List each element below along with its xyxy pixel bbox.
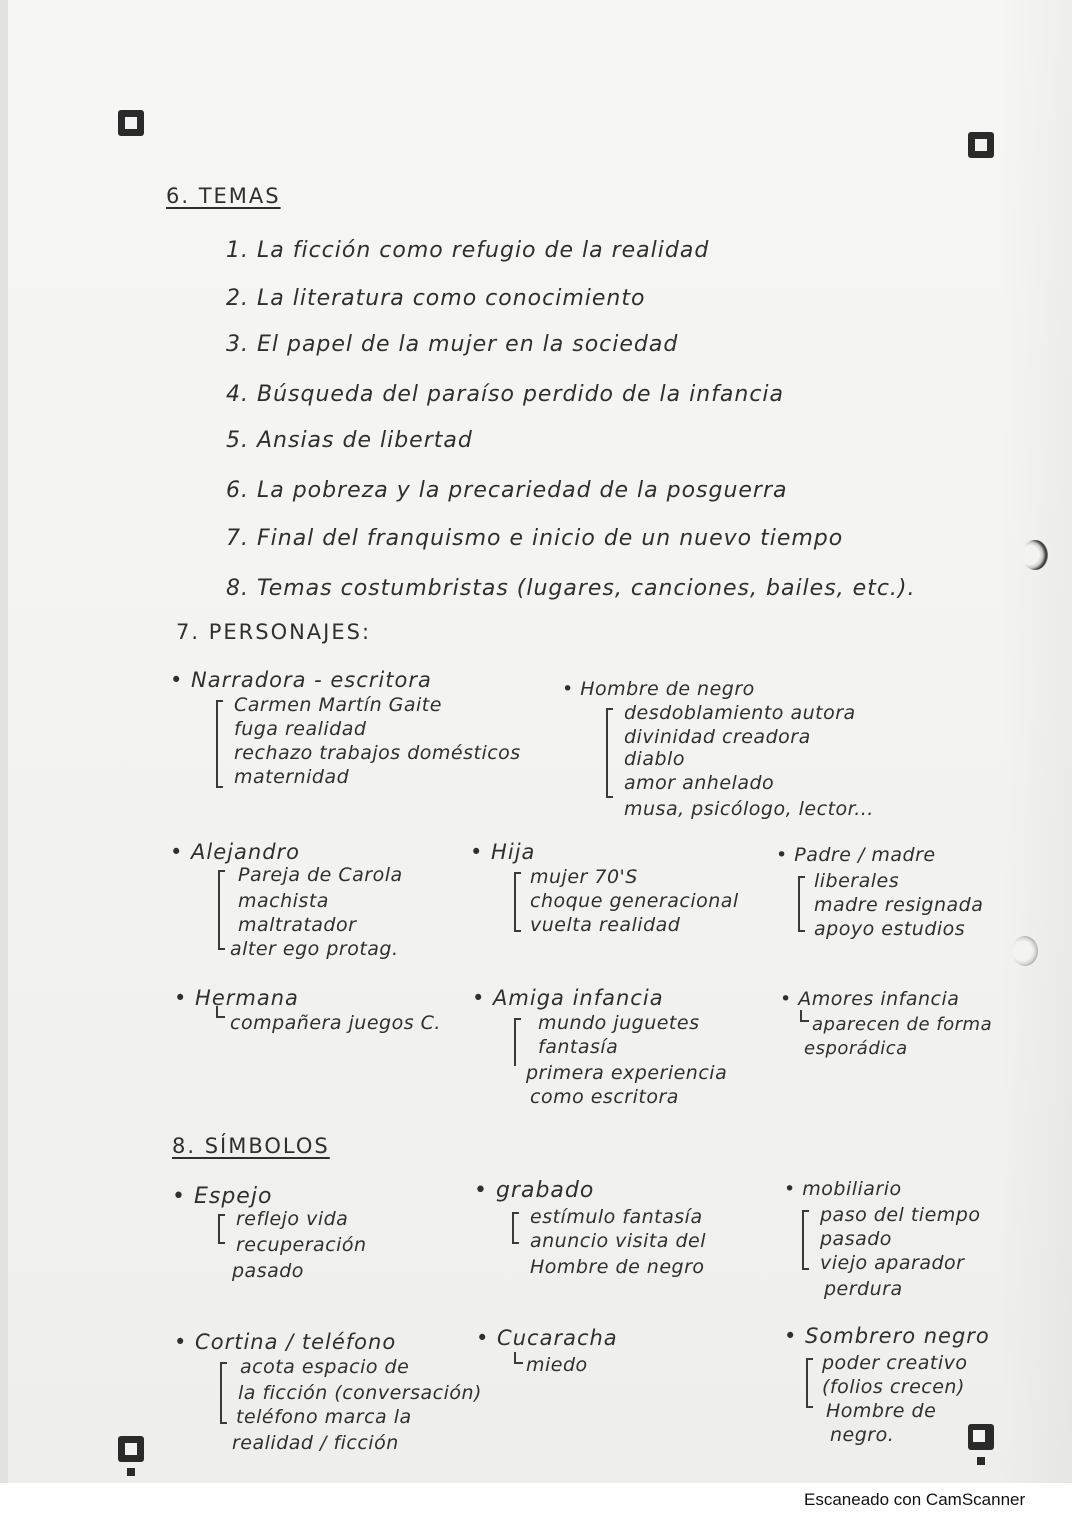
amores-line: aparecen de forma xyxy=(812,1014,993,1035)
amores-title: • Amores infancia xyxy=(780,988,960,1010)
simbolos-heading: 8. SÍMBOLOS xyxy=(172,1134,330,1158)
cortina-line: realidad / ficción xyxy=(232,1432,399,1454)
tema-item: 3. El papel de la mujer en la sociedad xyxy=(226,332,679,357)
grabado-line: estímulo fantasía xyxy=(530,1206,703,1228)
narradora-line: Carmen Martín Gaite xyxy=(234,694,442,716)
tema-item: 5. Ansias de libertad xyxy=(226,428,473,453)
amiga-line: fantasía xyxy=(538,1036,619,1058)
espejo-line: reflejo vida xyxy=(236,1208,349,1230)
alejandro-line: Pareja de Carola xyxy=(238,864,403,886)
hombre-line: divinidad creadora xyxy=(624,726,811,748)
hombre-line: desdoblamiento autora xyxy=(624,702,856,724)
padre-line: liberales xyxy=(814,870,900,892)
alejandro-title: • Alejandro xyxy=(170,840,301,864)
mobiliario-line: viejo aparador xyxy=(820,1252,965,1274)
sombrero-line: Hombre de xyxy=(826,1400,937,1422)
hombre-line: musa, psicólogo, lector... xyxy=(624,798,874,820)
personajes-heading: 7. PERSONAJES: xyxy=(176,620,372,644)
sombrero-bracket xyxy=(806,1358,813,1408)
sombrero-title: • Sombrero negro xyxy=(784,1324,990,1348)
tema-item: 7. Final del franquismo e inicio de un nuevo tiempo xyxy=(226,526,844,551)
tema-item: 1. La ficción como refugio de la realidad xyxy=(226,238,710,263)
padre-title: • Padre / madre xyxy=(776,844,936,866)
cortina-title: • Cortina / teléfono xyxy=(174,1330,397,1354)
alejandro-line: alter ego protag. xyxy=(230,938,399,960)
narradora-bracket xyxy=(216,700,223,788)
corner-marker-top-right xyxy=(968,132,994,158)
amiga-line: mundo juguetes xyxy=(538,1012,700,1034)
grabado-bracket xyxy=(512,1212,519,1244)
sombrero-line: (folios crecen) xyxy=(822,1376,965,1398)
alejandro-line: machista xyxy=(238,890,329,912)
amiga-line: como escritora xyxy=(530,1086,679,1108)
temas-heading: 6. TEMAS xyxy=(166,184,281,208)
hermana-title: • Hermana xyxy=(174,986,299,1010)
cucaracha-connector xyxy=(514,1352,523,1364)
amiga-bracket xyxy=(514,1018,521,1066)
narradora-line: maternidad xyxy=(234,766,350,788)
sombrero-line: poder creativo xyxy=(822,1352,968,1374)
tema-item: 6. La pobreza y la precariedad de la posguerra xyxy=(226,478,788,503)
cucaracha-title: • Cucaracha xyxy=(476,1326,618,1350)
tema-item: 2. La literatura como conocimiento xyxy=(226,286,646,311)
corner-marker-top-left xyxy=(118,110,144,136)
padre-line: madre resignada xyxy=(814,894,984,916)
espejo-line: pasado xyxy=(232,1260,304,1282)
alejandro-line: maltratador xyxy=(238,914,357,936)
cortina-bracket xyxy=(220,1362,227,1424)
hombre-line: amor anhelado xyxy=(624,772,775,794)
binder-hole-upper xyxy=(1022,540,1048,570)
espejo-title: • Espejo xyxy=(172,1184,273,1209)
narradora-line: fuga realidad xyxy=(234,718,367,740)
hija-line: vuelta realidad xyxy=(530,914,681,936)
corner-marker-tab-left xyxy=(127,1468,135,1476)
narradora-line: rechazo trabajos domésticos xyxy=(234,742,521,764)
tema-item: 8. Temas costumbristas (lugares, canciones, bailes, etc.). xyxy=(226,576,916,601)
mobiliario-line: perdura xyxy=(824,1278,903,1300)
hija-line: choque generacional xyxy=(530,890,739,912)
hija-title: • Hija xyxy=(470,840,536,864)
corner-marker-bottom-left xyxy=(118,1436,144,1462)
amores-line: esporádica xyxy=(804,1038,908,1059)
hombre-bracket xyxy=(606,708,613,798)
mobiliario-line: paso del tiempo xyxy=(820,1204,981,1226)
tema-item: 4. Búsqueda del paraíso perdido de la infancia xyxy=(226,382,785,407)
hija-bracket xyxy=(514,872,521,932)
binder-hole-lower xyxy=(1012,936,1038,966)
padre-bracket xyxy=(798,876,805,932)
scanner-watermark: Escaneado con CamScanner xyxy=(804,1490,1026,1509)
hombre-line: diablo xyxy=(624,748,685,770)
sombrero-line: negro. xyxy=(830,1424,895,1446)
cortina-line: acota espacio de xyxy=(240,1356,410,1378)
grabado-line: anuncio visita del xyxy=(530,1230,707,1252)
narradora-title: • Narradora - escritora xyxy=(170,668,432,692)
alejandro-bracket xyxy=(218,870,225,950)
espejo-line: recuperación xyxy=(236,1234,367,1256)
corner-marker-bottom-right xyxy=(968,1424,994,1450)
padre-line: apoyo estudios xyxy=(814,918,966,940)
mobiliario-line: pasado xyxy=(820,1228,892,1250)
mobiliario-title: • mobiliario xyxy=(784,1178,902,1200)
cortina-line: la ficción (conversación) xyxy=(238,1382,482,1404)
grabado-title: • grabado xyxy=(474,1178,595,1203)
amiga-title: • Amiga infancia xyxy=(472,986,664,1010)
hermana-line: compañera juegos C. xyxy=(230,1012,441,1034)
corner-marker-tab-right xyxy=(977,1457,985,1465)
amiga-line: primera experiencia xyxy=(526,1062,728,1084)
hija-line: mujer 70'S xyxy=(530,866,638,888)
page-fold-shade xyxy=(1000,0,1072,1483)
cortina-line: teléfono marca la xyxy=(236,1406,412,1428)
grabado-line: Hombre de negro xyxy=(530,1256,705,1278)
espejo-bracket xyxy=(218,1214,225,1244)
cucaracha-line: miedo xyxy=(526,1354,588,1376)
scan-edge xyxy=(0,0,8,1483)
mobiliario-bracket xyxy=(802,1210,809,1270)
hermana-connector xyxy=(216,1006,225,1018)
hombre-title: • Hombre de negro xyxy=(562,678,755,700)
amores-connector xyxy=(800,1010,809,1022)
